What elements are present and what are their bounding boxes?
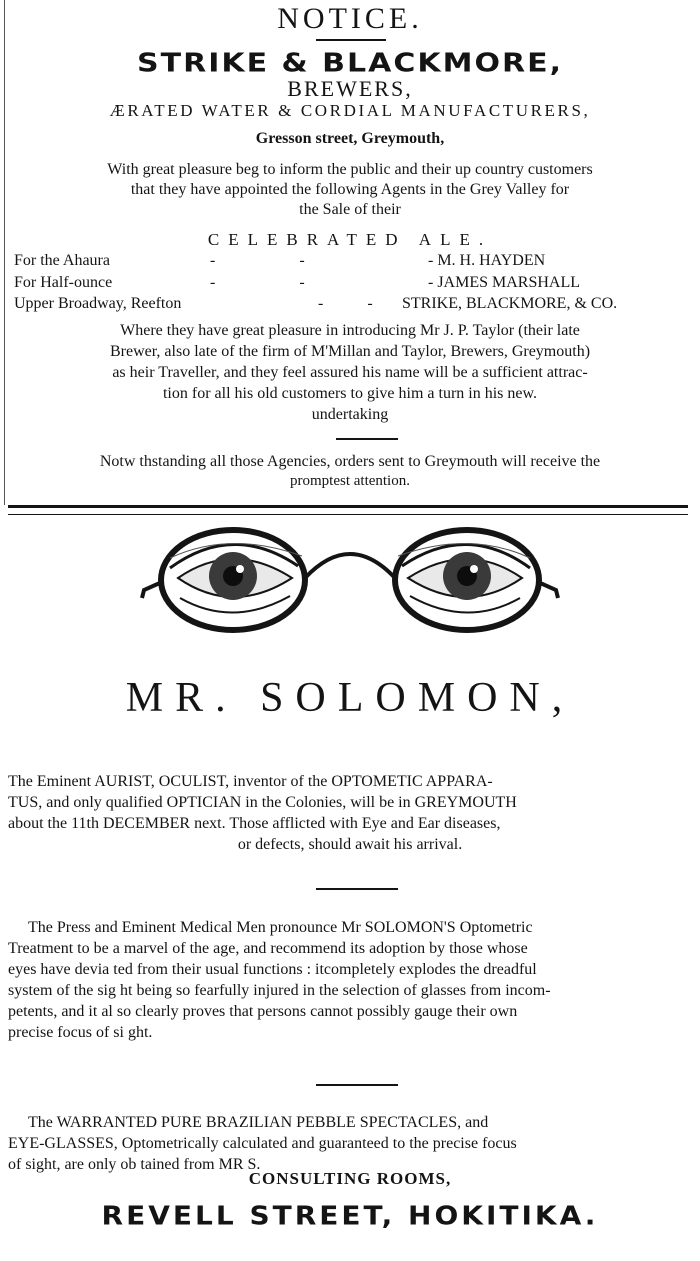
press-line: system of the sig ht being so fearfully injured in the selection of glasses from incom-: [8, 982, 551, 999]
announcement-line: or defects, should await his arrival.: [237, 836, 463, 853]
press-line: The Press and Eminent Medical Men pronounce Mr SOLOMON'S Optometric: [28, 919, 533, 936]
right-temple: [538, 582, 558, 598]
traveller-line: Brewer, also late of the firm of M'Millan and Taylor, Brewers, Greymouth): [109, 343, 591, 360]
spectacles-line: The WARRANTED PURE BRAZILIAN PEBBLE SPECTACLES, and: [28, 1114, 489, 1131]
left-temple: [142, 582, 162, 598]
announcement-line: TUS, and only qualified OPTICIAN in the Colonies, will be in GREYMOUTH: [8, 794, 517, 811]
column-divider: [8, 505, 688, 515]
traveller-line: undertaking: [311, 406, 389, 423]
announcement-line: The Eminent AURIST, OCULIST, inventor of the OPTOMETIC APPARA-: [8, 773, 493, 790]
section-rule: [316, 1084, 398, 1086]
subtitle: ÆRATED WATER & CORDIAL MANUFACTURERS,: [109, 101, 591, 120]
closing-line: Notw thstanding all those Agencies, orders sent to Greymouth will receive the: [99, 453, 601, 470]
closing-line: promptest attention.: [290, 473, 410, 489]
notice-heading: NOTICE.: [277, 2, 423, 35]
agent-name: STRIKE, BLACKMORE, & CO.: [402, 295, 618, 312]
press-line: precise focus of si ght.: [8, 1024, 153, 1041]
agent-dashes: - -: [210, 274, 305, 291]
press-line: Treatment to be a marvel of the age, and recommend its adoption by those whose: [8, 940, 528, 957]
announcement-line: about the 11th DECEMBER next. Those afflicted with Eye and Ear diseases,: [8, 815, 501, 832]
agent-dashes: - -: [210, 252, 305, 269]
press-line: petents, and it al so clearly proves that persons cannot possibly gauge their own: [8, 1003, 518, 1020]
agent-place: Upper Broadway, Reefton: [14, 295, 182, 312]
left-lens: [161, 530, 305, 630]
agent-place: For the Ahaura: [14, 252, 110, 269]
address: Gresson street, Greymouth,: [255, 130, 445, 147]
agent-name: - JAMES MARSHALL: [428, 274, 581, 291]
traveller-line: Where they have great pleasure in introducing Mr J. P. Taylor (their late: [120, 322, 580, 339]
intro-line: With great pleasure beg to inform the public and their up country customers: [107, 161, 593, 178]
section-rule: [316, 888, 398, 890]
product-heading: CELEBRATED ALE.: [207, 230, 493, 249]
agent-dashes: - -: [318, 295, 373, 312]
spectacle-bridge: [305, 554, 395, 578]
spectacles-line: EYE-GLASSES, Optometrically calculated and guaranteed to the precise focus: [8, 1135, 517, 1152]
traveller-line: as heir Traveller, and they feel assured his name will be a sufficient attrac-: [112, 364, 588, 381]
title-rule: [316, 39, 386, 41]
intro-line: the Sale of their: [299, 201, 401, 218]
agent-place: For Half-ounce: [14, 274, 113, 291]
agent-name: - M. H. HAYDEN: [428, 252, 546, 269]
traveller-line: tion for all his old customers to give him a turn in his new.: [162, 385, 538, 402]
intro-line: that they have appointed the following Agents in the Grey Valley for: [130, 181, 570, 198]
section-rule: [336, 438, 398, 440]
right-lens: [395, 530, 539, 630]
firm-name: STRIKE & BLACKMORE,: [137, 48, 563, 79]
trade-heading: BREWERS,: [287, 76, 413, 101]
consulting-heading: CONSULTING ROOMS,: [248, 1169, 452, 1188]
advertiser-name: MR. SOLOMON,: [125, 675, 575, 721]
location-heading: REVELL STREET, HOKITIKA.: [101, 1200, 599, 1231]
spectacles-line: of sight, are only ob tained from MR S.: [8, 1156, 261, 1173]
eyes-in-spectacles-illustration: [140, 520, 560, 640]
press-line: eyes have devia ted from their usual functions : itcompletely explodes the dreadful: [8, 961, 537, 978]
